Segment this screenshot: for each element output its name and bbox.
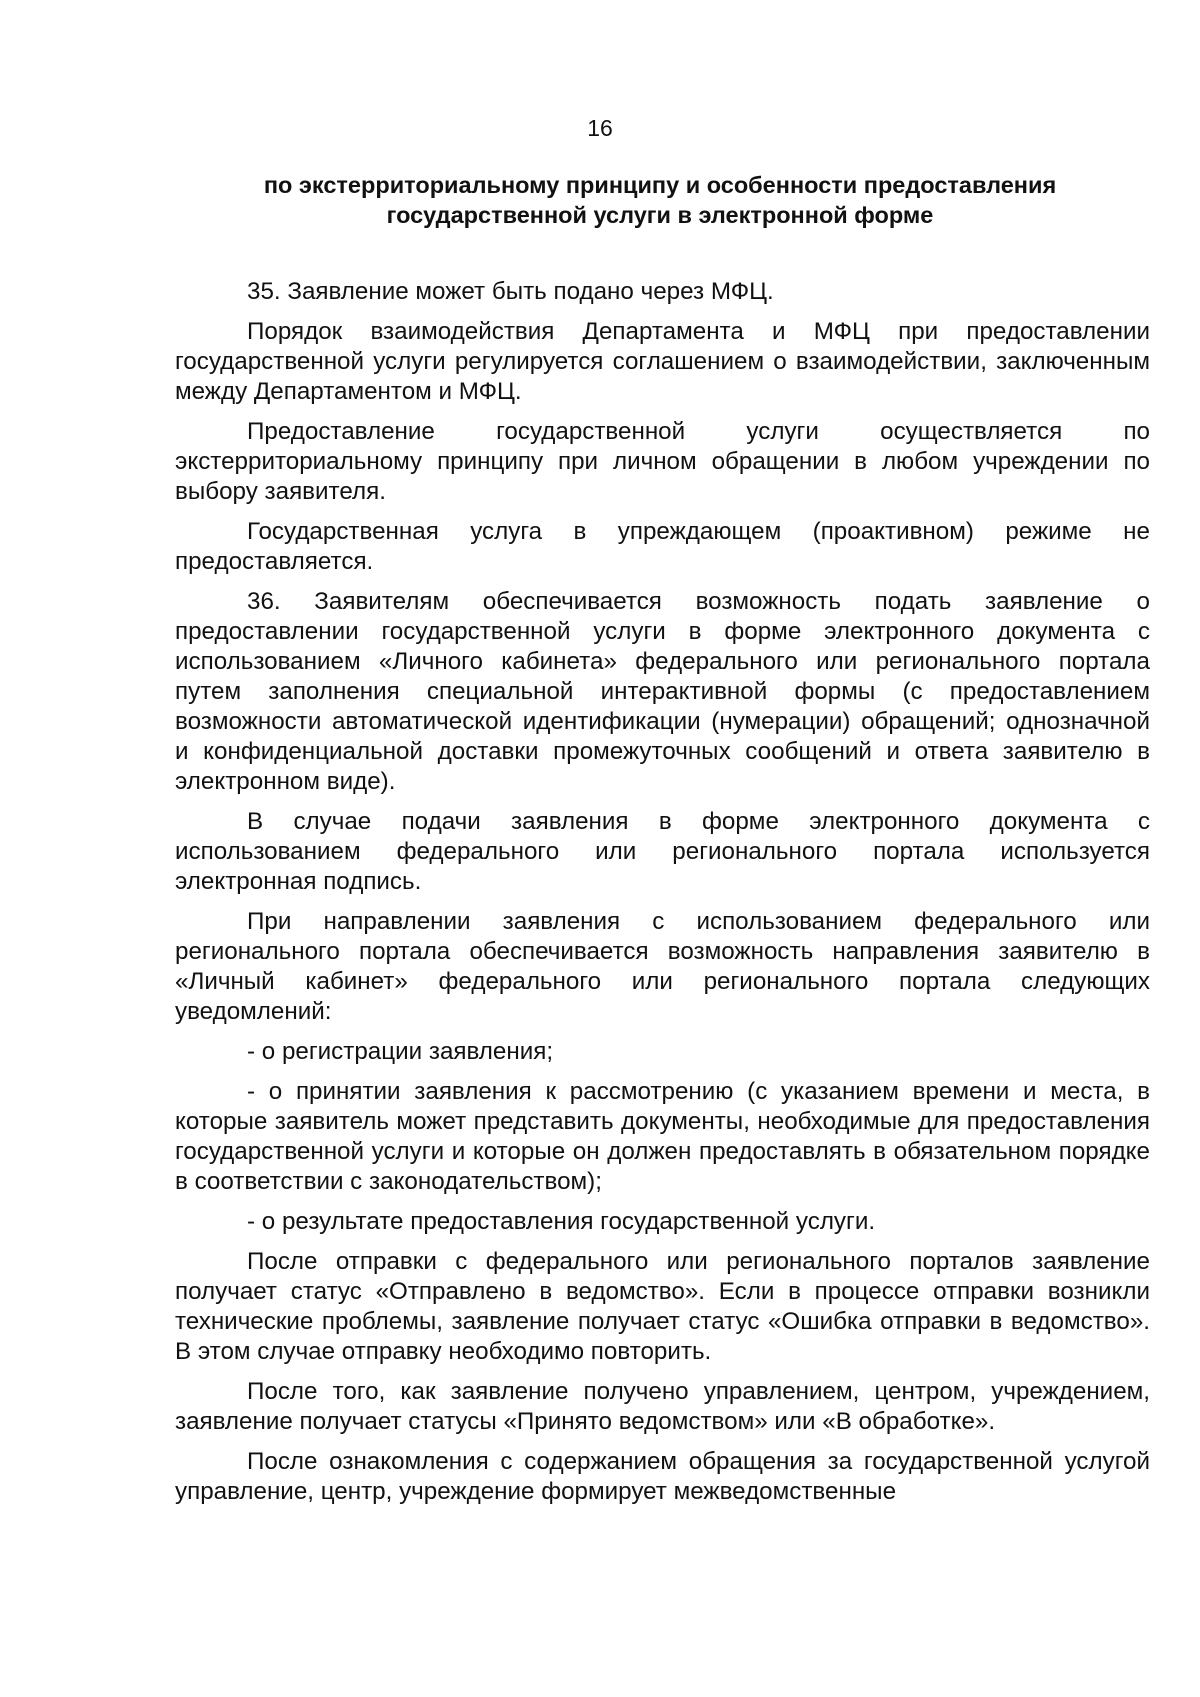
page-number: 16 [587, 115, 613, 141]
section-heading [175, 170, 1145, 230]
paragraph: После ознакомления с содержанием обращения за государственной услугой управление, центр, учреждение формирует межведомственные [175, 1448, 1150, 1505]
paragraph: Порядок взаимодействия Департамента и МФЦ при предоставлении государственной услуги регулируется соглашением о взаимодействии, заключенным между Департаментом и МФЦ. [175, 318, 1150, 405]
section-heading-line-2: государственной услуги в электронной форме [386, 202, 934, 228]
paragraph: В случае подачи заявления в форме электронного документа с использованием федерального или регионального портала используется электронная подпись. [175, 808, 1150, 895]
list-item: - о результате предоставления государственной услуги. [247, 1208, 876, 1235]
paragraph: Предоставление государственной услуги осуществляется по экстерриториальному принципу при личном обращении в любом учреждении по выбору заявителя. [175, 418, 1150, 505]
list-item: - о регистрации заявления; [247, 1038, 554, 1065]
paragraph: После того, как заявление получено управлением, центром, учреждением, заявление получает статусы «Принято ведомством» или «В обработке». [175, 1378, 1150, 1435]
paragraph: После отправки с федерального или регионального порталов заявление получает статус «Отправлено в ведомство». Если в процессе отправки возникли технические проблемы, заявление получает статус «Ошибка отправки в ведомство». В этом случае отправку необходимо повторить. [175, 1248, 1150, 1365]
body-text [175, 277, 1150, 1517]
paragraph: 36. Заявителям обеспечивается возможность подать заявление о предоставлении государственной услуги в форме электронного документа с использованием «Личного кабинета» федерального или регионального портала путем заполнения специальной интерактивной формы (с предоставлением возможности автоматической идентификации (нумерации) обращений; однозначной и конфиденциальной доставки промежуточных сообщений и ответа заявителю в электронном виде). [175, 588, 1150, 795]
list-item: - о принятии заявления к рассмотрению (с указанием времени и места, в которые заявитель может представить документы, необходимые для предоставления государственной услуги и которые он должен предоставлять в обязательном порядке в соответствии с законодательством); [175, 1078, 1150, 1195]
section-heading-line-1: по экстерриториальному принципу и особенности предоставления [263, 172, 1057, 198]
paragraph: При направлении заявления с использованием федерального или регионального портала обеспечивается возможность направления заявителю в «Личный кабинет» федерального или регионального портала следующих уведомлений: [175, 908, 1150, 1025]
paragraph: 35. Заявление может быть подано через МФЦ. [247, 278, 774, 305]
paragraph: Государственная услуга в упреждающем (проактивном) режиме не предоставляется. [175, 518, 1150, 575]
